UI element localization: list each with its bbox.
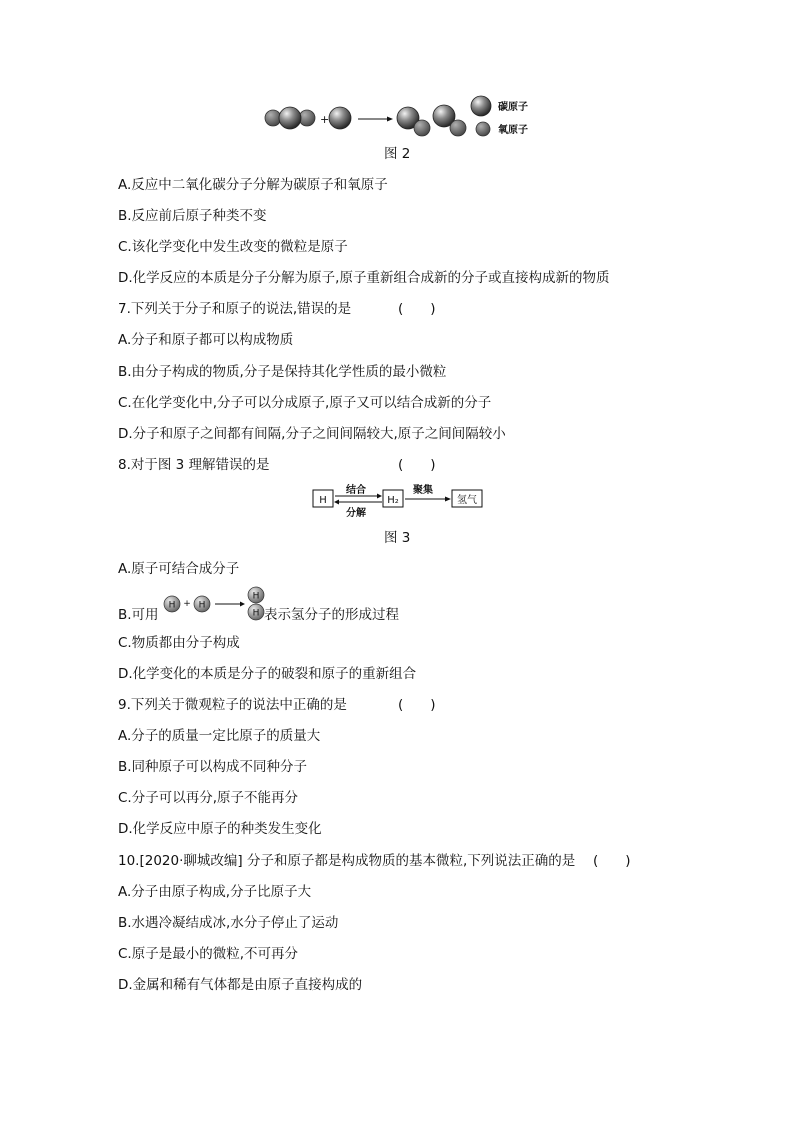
- q9-answer-paren: ( ): [398, 697, 436, 713]
- q10-stem: 10.[2020·聊城改编] 分子和原子都是构成物质的基本微粒,下列说法正确的是: [118, 853, 576, 869]
- formation-arrow: [215, 602, 245, 607]
- q7-option-c: C.在化学变化中,分子可以分成原子,原子又可以结合成新的分子: [118, 395, 492, 411]
- reaction-arrow: [358, 117, 393, 122]
- box-hydrogen-gas-label: 氢气: [457, 495, 477, 506]
- q9-option-c: C.分子可以再分,原子不能再分: [118, 790, 299, 806]
- legend-carbon-label: 碳原子: [498, 102, 528, 113]
- combine-label: 结合: [346, 485, 366, 496]
- q9-option-b: B.同种原子可以构成不同种分子: [118, 759, 308, 775]
- q10-option-a: A.分子由原子构成,分子比原子大: [118, 884, 312, 900]
- hydrogen-formation-figure: [160, 585, 268, 623]
- hydrogen-atom-label: H: [168, 600, 176, 611]
- q8-stem: 8.对于图 3 理解错误的是: [118, 457, 270, 473]
- gather-arrow: [405, 497, 451, 502]
- decompose-label: 分解: [346, 508, 366, 519]
- q6-option-b: B.反应前后原子种类不变: [118, 208, 267, 224]
- q8-option-a: A.原子可结合成分子: [118, 561, 240, 577]
- q8-option-c: C.物质都由分子构成: [118, 635, 240, 651]
- box-h-label: H: [319, 495, 327, 506]
- q8-answer-paren: ( ): [398, 457, 436, 473]
- q7-option-b: B.由分子构成的物质,分子是保持其化学性质的最小微粒: [118, 364, 447, 380]
- figure-3-caption: 图 3: [384, 530, 411, 546]
- q8-option-b-suffix: 表示氢分子的形成过程: [264, 607, 399, 623]
- plus-sign: +: [183, 599, 191, 609]
- hydrogen-atom-label: H: [198, 600, 206, 611]
- q6-option-d: D.化学反应的本质是分子分解为原子,原子重新组合成新的分子或直接构成新的物质: [118, 270, 610, 286]
- q9-option-d: D.化学反应中原子的种类发生变化: [118, 821, 322, 837]
- q6-option-c: C.该化学变化中发生改变的微粒是原子: [118, 239, 348, 255]
- legend-oxygen-label: 氧原子: [498, 125, 528, 136]
- legend-oxygen-atom: [476, 122, 490, 136]
- legend-carbon-atom: [471, 96, 491, 116]
- hydrogen-atom-label: H: [252, 608, 260, 619]
- q10-option-d: D.金属和稀有气体都是由原子直接构成的: [118, 977, 363, 993]
- carbon-monoxide-molecule: [433, 105, 466, 136]
- figure-2-reaction-diagram: [255, 92, 555, 142]
- figure-2-caption: 图 2: [384, 146, 411, 162]
- q10-option-c: C.原子是最小的微粒,不可再分: [118, 946, 299, 962]
- q7-answer-paren: ( ): [398, 301, 436, 317]
- q6-option-a: A.反应中二氧化碳分子分解为碳原子和氧原子: [118, 177, 388, 193]
- q10-option-b: B.水遇冷凝结成冰,水分子停止了运动: [118, 915, 339, 931]
- q8-option-b-prefix: B.可用: [118, 607, 159, 623]
- gather-label: 聚集: [413, 485, 433, 496]
- figure-3-flow-diagram: [310, 482, 490, 522]
- box-h2-label: H₂: [387, 495, 399, 506]
- q9-stem: 9.下列关于微观粒子的说法中正确的是: [118, 697, 347, 713]
- plus-sign: +: [320, 113, 330, 126]
- q7-option-d: D.分子和原子之间都有间隔,分子之间间隔较大,原子之间间隔较小: [118, 426, 506, 442]
- q10-answer-paren: ( ): [593, 853, 631, 869]
- carbon-dioxide-molecule: [265, 107, 315, 129]
- q8-option-d: D.化学变化的本质是分子的破裂和原子的重新组合: [118, 666, 417, 682]
- carbon-monoxide-molecule: [397, 107, 430, 136]
- hydrogen-atom-label: H: [252, 591, 260, 602]
- q9-option-a: A.分子的质量一定比原子的质量大: [118, 728, 321, 744]
- q7-stem: 7.下列关于分子和原子的说法,错误的是: [118, 301, 352, 317]
- q7-option-a: A.分子和原子都可以构成物质: [118, 332, 294, 348]
- carbon-atom: [329, 107, 351, 129]
